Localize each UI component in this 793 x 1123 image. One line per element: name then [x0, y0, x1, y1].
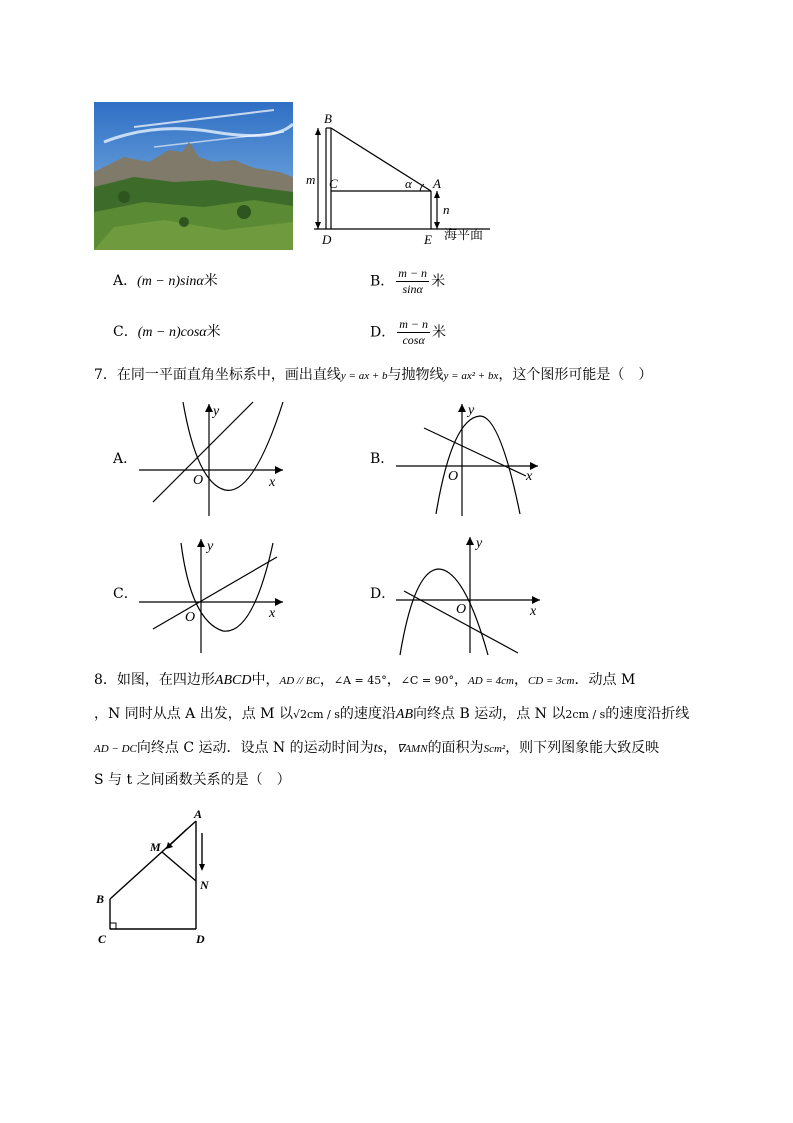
q6-option-c[interactable]: C．(m − n)cosα米: [113, 324, 221, 340]
q7-option-a[interactable]: A．: [113, 451, 138, 467]
q7-option-b[interactable]: B．: [370, 451, 395, 467]
label-alpha: α: [405, 176, 412, 191]
svg-text:y: y: [476, 536, 483, 551]
q7-option-c[interactable]: C．: [113, 586, 138, 602]
svg-text:O: O: [456, 602, 467, 617]
q7-graph-b: [392, 398, 552, 518]
label-sea-level: 海平面: [444, 227, 484, 242]
q8-line-4: S 与 t 之间函数关系的是（ ）: [94, 772, 291, 788]
q7-option-d[interactable]: D．: [370, 586, 396, 602]
label-A: A: [433, 176, 441, 191]
svg-text:x: x: [269, 606, 276, 621]
svg-text:O: O: [193, 473, 204, 488]
q8-figure: [90, 805, 220, 950]
svg-text:B: B: [96, 892, 105, 906]
svg-text:C: C: [98, 932, 107, 946]
svg-text:x: x: [526, 469, 533, 484]
label-n: n: [443, 202, 450, 217]
label-B: B: [324, 111, 332, 126]
svg-text:O: O: [448, 469, 459, 484]
q6-option-a[interactable]: A．(m − n)sinα米: [113, 273, 218, 289]
svg-text:D: D: [196, 932, 205, 946]
label-m: m: [306, 172, 316, 187]
label-C: C: [329, 176, 338, 191]
q7-graph-a: [135, 398, 295, 518]
q7-graph-d: [392, 533, 552, 658]
label-E: E: [424, 232, 432, 247]
q7-graph-c: [135, 533, 295, 658]
svg-text:x: x: [530, 604, 537, 619]
svg-text:x: x: [269, 475, 276, 490]
mountain-photo: [94, 102, 293, 250]
svg-text:M: M: [150, 840, 161, 854]
svg-text:y: y: [213, 404, 220, 419]
q8-line-1: 8．如图，在四边形ABCD中，AD // BC，∠A = 45°，∠C = 90°，AD = 4cm，CD = 3cm．动点 M: [94, 672, 636, 688]
q7-stem: 7．在同一平面直角坐标系中，画出直线y = ax + b与抛物线y = ax² + bx，这个图形可能是（ ）: [94, 367, 653, 383]
svg-text:A: A: [194, 807, 203, 821]
q6-option-b[interactable]: B． $\frac{m - n}{\sin\alpha}$ 米: [370, 266, 446, 296]
q8-line-2: ，N 同时从点 A 出发，点 M 以√2cm / s的速度沿AB向终点 B 运动，点 N 以2cm / s的速度沿折线: [94, 706, 690, 722]
svg-text:y: y: [468, 403, 475, 418]
q8-line-3: AD − DC向终点 C 运动．设点 N 的运动时间为ts，∇AMN的面积为Scm²，则下列图象能大致反映: [94, 740, 660, 756]
svg-text:y: y: [207, 539, 214, 554]
q6-option-d[interactable]: D． $\frac{m - n}{\cos\alpha}$ 米: [370, 317, 446, 347]
label-D: D: [322, 232, 332, 247]
q6-figure: [300, 108, 510, 248]
svg-text:O: O: [185, 610, 196, 625]
svg-text:N: N: [200, 878, 209, 892]
